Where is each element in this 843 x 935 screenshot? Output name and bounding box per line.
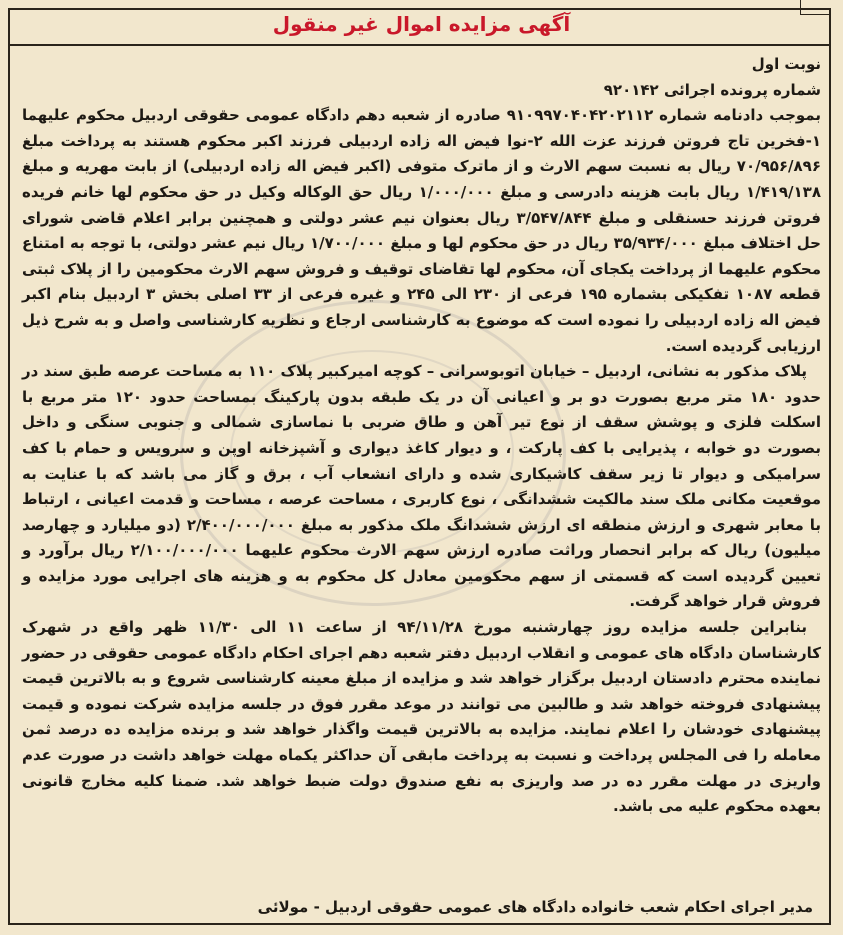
notice-round: نوبت اول	[751, 55, 821, 73]
paragraph-auction-terms: بنابراین جلسه مزایده روز چهارشنبه مورخ ۹۴/۱۱/۲۸ از ساعت ۱۱ الی ۱۱/۳۰ ظهر واقع در شهرک کارشناسان دادگاه های عمومی و انقلاب اردبیل دفتر شعبه دهم اجرای احکام دادگاه عمومی حقوقی در حضور نماینده محترم دادستان اردبیل برگزار خواهد شد و مزایده از مبلغ معینه کارشناسی شروع و به بالاترین قیمت پیشنهادی فروخته خواهد شد و طالبین می توانند در موعد مقرر فوق در جلسه مزایده شرکت نموده و قیمت پیشنهادی خودشان را اعلام نمایند. مزایده به بالاترین قیمت واگذار خواهد شد و برنده مزایده ده درصد ثمن معامله را فی المجلس پرداخت و نسبت به پرداخت مابقی آن حداکثر یکماه مهلت خواهد داشت در صورت عدم واریزی در مهلت مقرر ده در صد واریزی به نفع صندوق دولت ضبط خواهد شد. ضمنا کلیه مخارج قانونی بعهده محکوم علیه می باشد.	[22, 618, 821, 816]
notice-body	[22, 52, 821, 820]
notice-title: آگهی مزایده اموال غیر منقول	[272, 12, 571, 36]
paragraph-verdict: بموجب دادنامه شماره ۹۱۰۹۹۷۰۴۰۴۲۰۲۱۱۲ صادره از شعبه دهم دادگاه عمومی حقوقی اردبیل محکوم علیهما ۱-فخرین تاج فروتن فرزند عزت الله ۲-نوا فیض اله زاده اردبیلی فرزند اکبر محکوم هستند به پرداخت مبلغ ۷۰/۹۵۶/۸۹۶ ریال به نسبت سهم الارث و از ماترک متوفی (اکبر فیض اله زاده اردبیلی) از بابت مهریه و مبلغ ۱/۴۱۹/۱۳۸ ریال بابت هزینه دادرسی و مبلغ ۱/۰۰۰/۰۰۰ ریال حق الوکاله وکیل در حق محکوم لها خانم فریده فروتن فرزند حسنقلی و مبلغ ۳/۵۴۷/۸۴۴ ریال بعنوان نیم عشر دولتی و همچنین برابر اعلام قاضی شورای حل اختلاف مبلغ ۳۵/۹۳۴/۰۰۰ ریال در حق محکوم لها و مبلغ ۱/۷۰۰/۰۰۰ ریال نیم عشر دولتی، با توجه به امتناع محکوم علیهما از پرداخت یکجای آن، محکوم لها تقاضای توقیف و فروش سهم الارث محکومین را از پلاک ثبتی قطعه ۱۰۸۷ تفکیکی بشماره ۱۹۵ فرعی از ۲۳۰ الی ۲۴۵ و غیره فرعی از ۳۳ اصلی بخش ۳ اردبیل بنام اکبر فیض اله زاده اردبیلی را نموده است که موضوع به کارشناسی ارجاع و نظریه کارشناسی واصل و به شرح ذیل ارزیابی گردیده است.	[22, 106, 821, 355]
signature-line: مدیر اجرای احکام شعب خانواده دادگاه های عمومی حقوقی اردبیل - مولائی	[257, 898, 813, 916]
paragraph-property-description: پلاک مذکور به نشانی، اردبیل – خیابان اتوبوسرانی – کوچه امیرکبیر پلاک ۱۱۰ به مساحت عرصه طبق سند در حدود ۱۸۰ متر مربع بصورت دو بر و اعیانی آن در یک طبقه بدون پارکینگ بمساحت حدود ۱۲۰ متر مربع با اسکلت فلزی و پوشش سقف از نوع تیر آهن و طاق ضربی با نماسازی شمالی و جنوبی سنگی و داخل بصورت دو خوابه ، پذیرایی با کف پارکت ، و دیوار کاغذ دیواری و آشپزخانه اوپن و سرویس و حمام با کف سرامیکی و دیوار تا زیر سقف کاشیکاری شده و دارای انشعاب آب ، برق و گاز می باشد که با عنایت به موقعیت مکانی ملک سند مالکیت ششدانگی ، نوع کاربری ، مساحت عرصه ، مساحت و قدمت اعیانی ، ارتباط با معابر شهری و ارزش منطقه ای ارزش ششدانگ ملک مذکور به مبلغ ۲/۴۰۰/۰۰۰/۰۰۰ (دو میلیارد و چهارصد میلیون) ریال که برابر انحصار وراثت صادره ارزش سهم الارث محکوم علیهما ۲/۱۰۰/۰۰۰/۰۰۰ ریال برآورد و تعیین گردیده است که قسمتی از سهم محکومین معادل کل محکوم به و هزینه های اجرایی مورد مزایده و فروش قرار خواهد گرفت.	[22, 362, 822, 611]
title-divider	[8, 44, 831, 46]
case-number: شماره پرونده اجرائی ۹۲۰۱۴۲	[603, 80, 821, 99]
